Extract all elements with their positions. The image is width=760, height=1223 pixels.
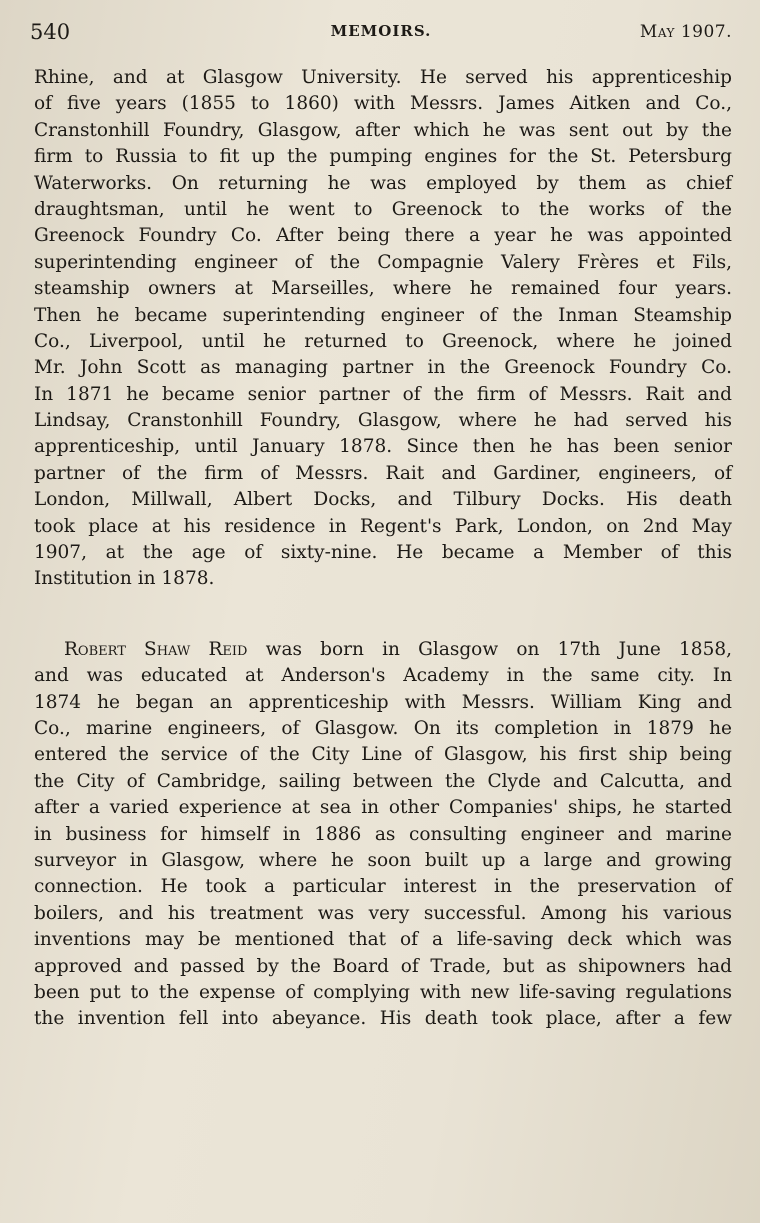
text-line: Mr. John Scott as managing partner in the Greenock Foundry Co.: [34, 357, 732, 379]
text-line: boilers, and his treatment was very successful. Among his various: [34, 902, 732, 924]
page-number: 540: [30, 20, 71, 44]
text-line: apprenticeship, until January 1878. Since then he has been senior: [34, 436, 732, 458]
text-line: [34, 637, 732, 663]
text-line: London, Millwall, Albert Docks, and Tilbury Docks. His death: [34, 489, 732, 511]
text-line: Cranstonhill Foundry, Glasgow, after which he was sent out by the: [34, 119, 732, 141]
text-line: the invention fell into abeyance. His death took place, after a few: [34, 1008, 732, 1030]
text-line: been put to the expense of complying with new life-saving regulations: [34, 981, 732, 1003]
text-line: Greenock Foundry Co. After being there a year he was appointed: [34, 225, 732, 247]
memoir-paragraph-1: [34, 65, 732, 593]
text-line: Then he became superintending engineer of the Inman Steamship: [34, 304, 732, 326]
text-line: superintending engineer of the Compagnie Valery Frères et Fils,: [34, 251, 732, 273]
text-line: and was educated at Anderson's Academy in the same city. In: [34, 665, 732, 687]
text-line: approved and passed by the Board of Trade, but as shipowners had: [34, 955, 732, 977]
text-line: entered the service of the City Line of Glasgow, his first ship being: [34, 744, 732, 766]
text-line: Co., marine engineers, of Glasgow. On its completion in 1879 he: [34, 717, 732, 739]
text-line: 1874 he began an apprenticeship with Messrs. William King and: [34, 691, 732, 713]
text-line: after a varied experience at sea in other Companies' ships, he started: [34, 797, 732, 819]
text-line: firm to Russia to fit up the pumping engines for the St. Petersburg: [34, 146, 732, 168]
text-line: of five years (1855 to 1860) with Messrs. James Aitken and Co.,: [34, 93, 732, 115]
text-line: Lindsay, Cranstonhill Foundry, Glasgow, where he had served his: [34, 410, 732, 432]
page-header: [30, 18, 732, 50]
text-line: surveyor in Glasgow, where he soon built up a large and growing: [34, 849, 732, 871]
text-line: 1907, at the age of sixty-nine. He became a Member of this: [34, 542, 732, 564]
text-line: partner of the firm of Messrs. Rait and Gardiner, engineers, of: [34, 462, 732, 484]
text-line: Co., Liverpool, until he returned to Greenock, where he joined: [34, 330, 732, 352]
text-line: connection. He took a particular interest in the preservation of: [34, 876, 732, 898]
text-line: inventions may be mentioned that of a life-saving deck which was: [34, 929, 732, 951]
text-line-rest: was born in Glasgow on 17th June 1858,: [247, 638, 732, 660]
running-head: MEMOIRS.: [330, 22, 432, 40]
page-date: May 1907.: [639, 22, 732, 42]
text-line: In 1871 he became senior partner of the firm of Messrs. Rait and: [34, 383, 732, 405]
text-line: Rhine, and at Glasgow University. He served his apprenticeship: [34, 67, 732, 88]
memoir-paragraph-2: [34, 637, 732, 1033]
text-line: steamship owners at Marseilles, where he remained four years.: [34, 278, 732, 300]
body-text: [34, 65, 732, 1033]
text-line: draughtsman, until he went to Greenock to the works of the: [34, 198, 732, 220]
text-line: in business for himself in 1886 as consulting engineer and marine: [34, 823, 732, 845]
text-line: the City of Cambridge, sailing between the Clyde and Calcutta, and: [34, 770, 732, 792]
memoir-subject-name: Robert Shaw Reid: [64, 638, 248, 660]
text-line: Institution in 1878.: [34, 568, 215, 590]
text-line: Waterworks. On returning he was employed by them as chief: [34, 172, 732, 194]
text-line: took place at his residence in Regent's Park, London, on 2nd May: [34, 515, 732, 537]
